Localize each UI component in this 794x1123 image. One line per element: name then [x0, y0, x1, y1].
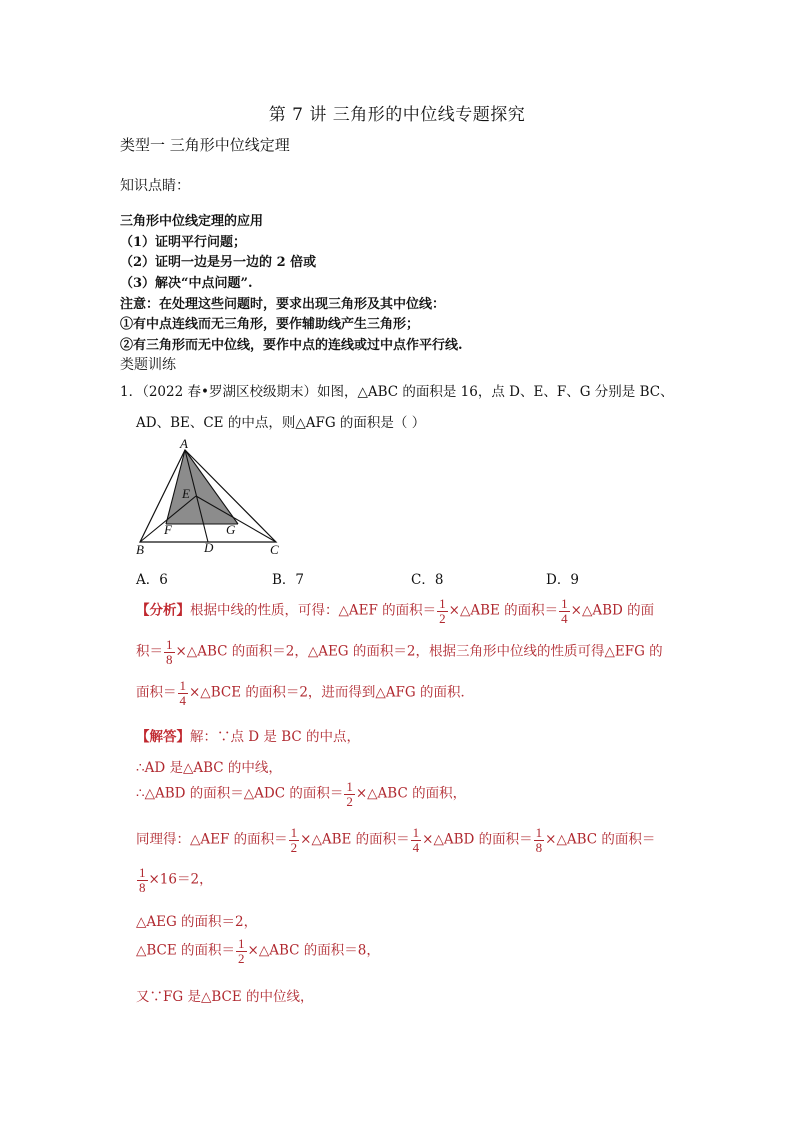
label-g: G	[226, 522, 236, 537]
analysis-text: ×△ABC 的面积＝2，△AEG 的面积＝2，根据三角形中位线的性质可得△EFG 的	[175, 643, 663, 660]
option-a: A．6	[136, 572, 168, 588]
problem-number: 1．	[120, 384, 143, 400]
solution-line-4	[136, 826, 655, 854]
solution-text: 同理得：△AEF 的面积＝	[136, 831, 288, 848]
analysis-line-2	[136, 638, 663, 666]
practice-heading: 类题训练	[120, 357, 176, 373]
label-a: A	[180, 436, 188, 451]
fraction-half: $\frac{1}{2}$	[346, 779, 353, 809]
analysis-text: ×△BCE 的面积＝2，进而得到△AFG 的面积．	[189, 684, 475, 701]
fraction-half: $\frac{1}{2}$	[290, 825, 298, 855]
solution-text: 解：∵点 D 是 BC 的中点，	[190, 729, 360, 745]
solution-text: ∴△ABD 的面积＝△ADC 的面积＝	[136, 785, 344, 802]
solution-text: ×△ABD 的面积＝	[422, 831, 533, 848]
solution-text: ×△ABC 的面积，	[355, 785, 467, 802]
analysis-tag: 【分析】	[136, 602, 190, 619]
knowledge-item-1: （1）证明平行问题；	[120, 235, 247, 250]
analysis-text: 积＝	[136, 643, 163, 660]
label-d: D	[204, 540, 214, 555]
problem-source: （2022 春•罗湖区校级期末）	[142, 384, 317, 400]
analysis-line-1	[136, 597, 654, 625]
fraction-quarter: $\frac{1}{4}$	[412, 825, 420, 855]
fraction-eighth: $\frac{1}{8}$	[166, 637, 173, 667]
solution-text: △BCE 的面积＝	[136, 942, 236, 959]
analysis-text: 根据中线的性质，可得：△AEF 的面积＝	[190, 602, 437, 619]
fraction-quarter: $\frac{1}{4}$	[561, 596, 568, 626]
analysis-line-3	[136, 679, 474, 707]
solution-text: ×16＝2，	[148, 871, 213, 888]
shaded-triangle-afg	[166, 450, 238, 524]
section-heading: 类型一 三角形中位线定理	[120, 136, 290, 154]
solution-text: ×△ABC 的面积＝8，	[247, 942, 380, 959]
solution-text: ×△ABE 的面积＝	[300, 831, 410, 848]
knowledge-note-item-2: ②有三角形而无中位线，要作中点的连线或过中点作平行线.	[120, 338, 463, 353]
knowledge-note-item-1: ①有中点连线而无三角形，要作辅助线产生三角形；	[120, 317, 420, 332]
knowledge-item-2: （2）证明一边是另一边的 2 倍或	[120, 255, 317, 270]
knowledge-item-3: （3）解决“中点问题”.	[120, 276, 253, 291]
knowledge-title: 三角形中位线定理的应用	[120, 214, 264, 229]
analysis-text: 面积＝	[136, 684, 177, 701]
problem-line-1	[120, 380, 674, 400]
knowledge-heading: 知识点睛：	[120, 178, 190, 194]
solution-line-6: △AEG 的面积＝2，	[136, 914, 258, 930]
triangle-figure	[130, 436, 290, 560]
fraction-eighth: $\frac{1}{8}$	[139, 865, 146, 895]
page-title: 第 7 讲 三角形的中位线专题探究	[268, 105, 526, 125]
problem-line-2: AD、BE、CE 的中点，则△AFG 的面积是（ ）	[136, 415, 426, 431]
label-f: F	[164, 522, 172, 537]
solution-line-2: ∴AD 是△ABC 的中线，	[136, 760, 282, 776]
fraction-quarter: $\frac{1}{4}$	[179, 678, 186, 708]
knowledge-note: 注意：在处理这些问题时，要求出现三角形及其中位线：	[120, 297, 446, 312]
label-e: E	[182, 486, 190, 501]
problem-text-1: 如图，△ABC 的面积是 16，点 D、E、F、G 分别是 BC、	[316, 384, 674, 400]
solution-line-5	[136, 866, 213, 894]
analysis-text: ×△ABD 的面	[570, 602, 655, 619]
label-b: B	[136, 542, 144, 557]
label-c: C	[270, 542, 279, 557]
solution-line-3	[136, 780, 466, 808]
solution-line-1	[136, 725, 360, 745]
fraction-half: $\frac{1}{2}$	[439, 596, 446, 626]
solution-line-8: 又∵FG 是△BCE 的中位线，	[136, 989, 314, 1005]
option-c: C．8	[411, 572, 444, 588]
analysis-text: ×△ABE 的面积＝	[448, 602, 559, 619]
option-d: D．9	[546, 572, 579, 588]
option-b: B．7	[272, 572, 305, 588]
solution-tag: 【解答】	[136, 729, 190, 745]
solution-line-7	[136, 937, 380, 965]
fraction-eighth: $\frac{1}{8}$	[535, 825, 543, 855]
solution-text: ×△ABC 的面积＝	[545, 831, 656, 848]
fraction-half: $\frac{1}{2}$	[238, 936, 245, 966]
